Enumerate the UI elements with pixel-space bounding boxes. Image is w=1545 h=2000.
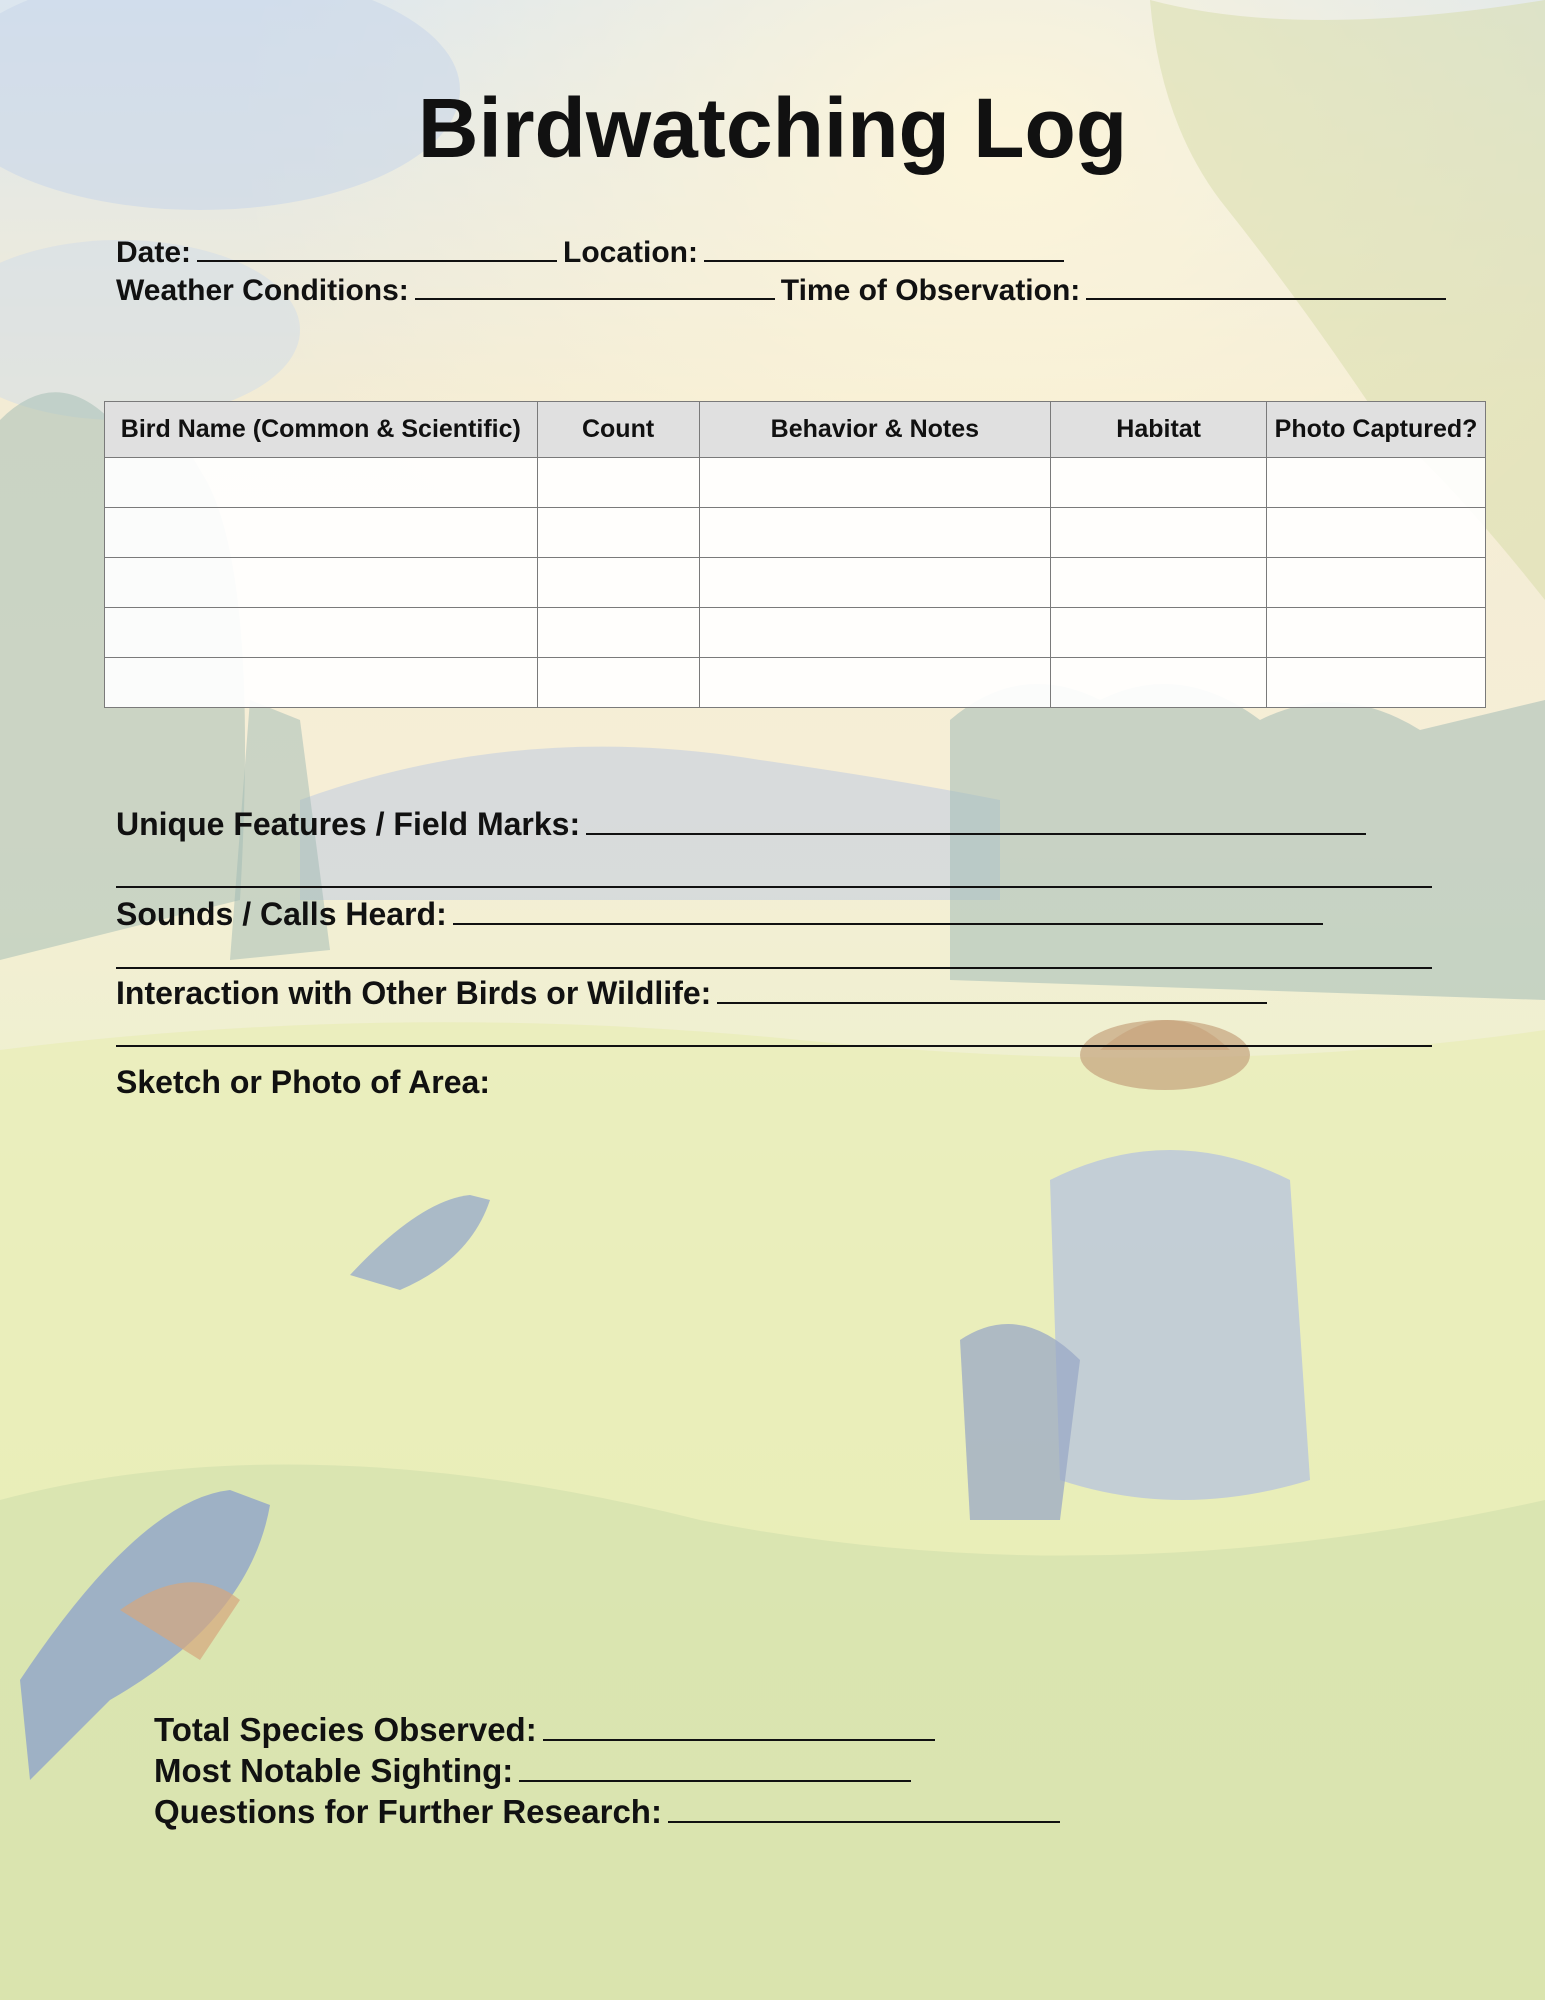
time-label: Time of Observation: xyxy=(780,274,1081,307)
header-row-1 xyxy=(116,236,1070,270)
weather-label: Weather Conditions: xyxy=(116,274,409,307)
total-species-row xyxy=(154,1711,941,1749)
weather-field[interactable] xyxy=(415,274,775,300)
table-cell-photo-captured[interactable] xyxy=(1267,658,1486,708)
table-cell-bird-name[interactable] xyxy=(105,508,538,558)
column-header-bird-name: Bird Name (Common & Scientific) xyxy=(105,402,538,458)
sounds-field[interactable] xyxy=(453,899,1323,925)
questions-label: Questions for Further Research: xyxy=(154,1793,662,1830)
interaction-row xyxy=(116,975,1273,1012)
table-cell-count[interactable] xyxy=(537,658,699,708)
table-cell-photo-captured[interactable] xyxy=(1267,508,1486,558)
sounds-continuation-line[interactable] xyxy=(116,967,1432,969)
sketch-label: Sketch or Photo of Area: xyxy=(116,1064,490,1100)
features-row xyxy=(116,806,1372,843)
notable-sighting-field[interactable] xyxy=(519,1756,911,1782)
column-header-photo-captured: Photo Captured? xyxy=(1267,402,1486,458)
table-cell-bird-name[interactable] xyxy=(105,458,538,508)
table-cell-bird-name[interactable] xyxy=(105,658,538,708)
notable-sighting-row xyxy=(154,1752,917,1790)
features-continuation-line[interactable] xyxy=(116,886,1432,888)
page-title: Birdwatching Log xyxy=(417,81,1128,175)
sketch-area[interactable] xyxy=(116,1110,1432,1670)
sounds-row xyxy=(116,896,1329,933)
sounds-label: Sounds / Calls Heard: xyxy=(116,896,447,932)
column-header-count: Count xyxy=(537,402,699,458)
questions-field[interactable] xyxy=(668,1797,1060,1823)
column-header-habitat: Habitat xyxy=(1051,402,1267,458)
interaction-field[interactable] xyxy=(717,978,1267,1004)
table-cell-behavior-notes[interactable] xyxy=(699,608,1051,658)
time-field[interactable] xyxy=(1086,274,1446,300)
total-species-field[interactable] xyxy=(543,1715,935,1741)
table-cell-habitat[interactable] xyxy=(1051,508,1267,558)
table-row xyxy=(105,458,1486,508)
table-row xyxy=(105,608,1486,658)
table-cell-habitat[interactable] xyxy=(1051,608,1267,658)
table-row xyxy=(105,658,1486,708)
table-cell-behavior-notes[interactable] xyxy=(699,558,1051,608)
table-cell-habitat[interactable] xyxy=(1051,458,1267,508)
features-field[interactable] xyxy=(586,809,1366,835)
table-cell-photo-captured[interactable] xyxy=(1267,458,1486,508)
table-cell-count[interactable] xyxy=(537,558,699,608)
interaction-continuation-line[interactable] xyxy=(116,1045,1432,1047)
location-label: Location: xyxy=(563,236,699,269)
table-cell-behavior-notes[interactable] xyxy=(699,458,1051,508)
features-label: Unique Features / Field Marks: xyxy=(116,806,581,842)
date-field[interactable] xyxy=(197,236,557,262)
table-cell-count[interactable] xyxy=(537,608,699,658)
observation-table xyxy=(104,401,1486,708)
table-cell-count[interactable] xyxy=(537,508,699,558)
table-cell-behavior-notes[interactable] xyxy=(699,508,1051,558)
table-cell-photo-captured[interactable] xyxy=(1267,558,1486,608)
table-cell-behavior-notes[interactable] xyxy=(699,658,1051,708)
interaction-label: Interaction with Other Birds or Wildlife: xyxy=(116,975,712,1011)
table-cell-habitat[interactable] xyxy=(1051,658,1267,708)
location-field[interactable] xyxy=(704,236,1064,262)
table-cell-bird-name[interactable] xyxy=(105,608,538,658)
table-cell-count[interactable] xyxy=(537,458,699,508)
date-label: Date: xyxy=(116,236,192,269)
table-cell-bird-name[interactable] xyxy=(105,558,538,608)
notable-sighting-label: Most Notable Sighting: xyxy=(154,1752,514,1789)
header-row-2 xyxy=(116,274,1452,308)
column-header-behavior-notes: Behavior & Notes xyxy=(699,402,1051,458)
total-species-label: Total Species Observed: xyxy=(154,1711,537,1748)
table-header-row xyxy=(105,402,1486,458)
questions-row xyxy=(154,1793,1066,1831)
table-cell-photo-captured[interactable] xyxy=(1267,608,1486,658)
table-row xyxy=(105,508,1486,558)
table-cell-habitat[interactable] xyxy=(1051,558,1267,608)
table-row xyxy=(105,558,1486,608)
